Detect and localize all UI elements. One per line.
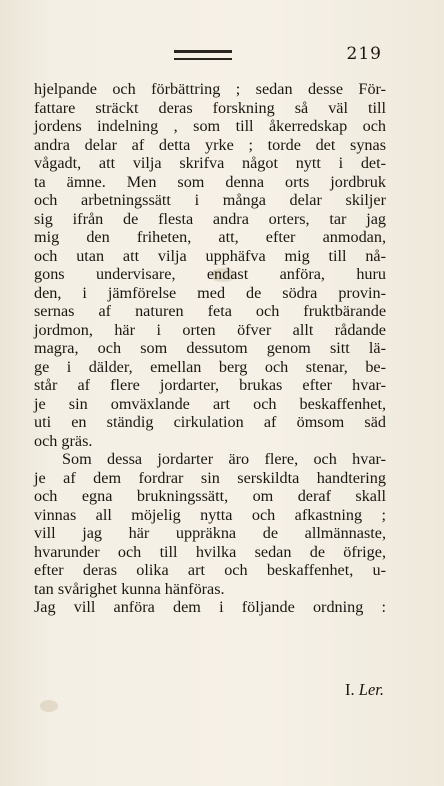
body-text (34, 80, 386, 617)
text-line: jordmon, här i orten öfver allt rådande (34, 320, 386, 339)
text-line: gons undervisare, endast anföra, huru (34, 265, 386, 283)
text-line: je af dem fordrar sin serskildta handtering (34, 468, 386, 487)
catchword (320, 680, 384, 700)
text-line: står af flere jordarter, brukas efter hvar- (34, 376, 386, 394)
text-line: vågadt, att vilja skrifva något nytt i det- (34, 154, 386, 172)
text-line: och egna brukningssätt, om deraf skall (34, 487, 386, 505)
page-number: 219 (346, 44, 382, 64)
text-line: magra, och som dessutom genom sitt lä- (34, 339, 386, 357)
text-line: fattare sträckt deras forskning så väl till (34, 98, 386, 117)
text-line: Som dessa jordarter äro flere, och hvar- (62, 450, 386, 468)
text-line: och utan att vilja upphäfva mig till nå- (34, 246, 386, 265)
paragraph-2 (34, 450, 386, 598)
text-line: hvarunder och till hvilka sedan de öfrige, (34, 542, 386, 561)
text-line: hjelpande och förbättring ; sedan desse För- (34, 80, 386, 98)
text-line: sernas af naturen feta och fruktbärande (34, 302, 386, 320)
text-line: och arbetningssätt i många delar skiljer (34, 191, 386, 209)
text-line: den, i jämförelse med de södra provin- (34, 283, 386, 302)
header-double-rule (174, 50, 232, 60)
paragraph-1 (34, 80, 386, 450)
text-line: vinnas all möjelig nytta och afkastning ; (34, 505, 386, 524)
text-line: Jag vill anföra dem i följande ordning : (34, 598, 386, 616)
text-line: je sin omväxlande art och beskaffenhet, (34, 394, 386, 413)
text-line: mig den friheten, att, efter anmodan, (34, 228, 386, 246)
text-line: tan svårighet kunna hänföras. (34, 579, 225, 598)
paragraph-3 (34, 598, 386, 617)
catchword-numeral: I. (345, 680, 355, 699)
text-line: andra delar af detta yrke ; torde det synas (34, 135, 386, 154)
text-line: jordens indelning , som till åkerredskap och (34, 117, 386, 135)
text-line: ta ämne. Men som denna orts jordbruk (34, 172, 386, 191)
text-line: och gräs. (34, 431, 93, 450)
text-line: uti en ständig cirkulation af ömsom säd (34, 413, 386, 431)
paper-stain (40, 700, 58, 712)
text-line: vill jag här uppräkna de allmännaste, (34, 524, 386, 542)
text-line: ge i dälder, emellan berg och stenar, be- (34, 357, 386, 376)
text-line: sig ifrån de flesta andra orters, tar jag (34, 209, 386, 228)
catchword-word: Ler. (358, 680, 384, 699)
text-line: efter deras olika art och beskaffenhet, u- (34, 561, 386, 579)
